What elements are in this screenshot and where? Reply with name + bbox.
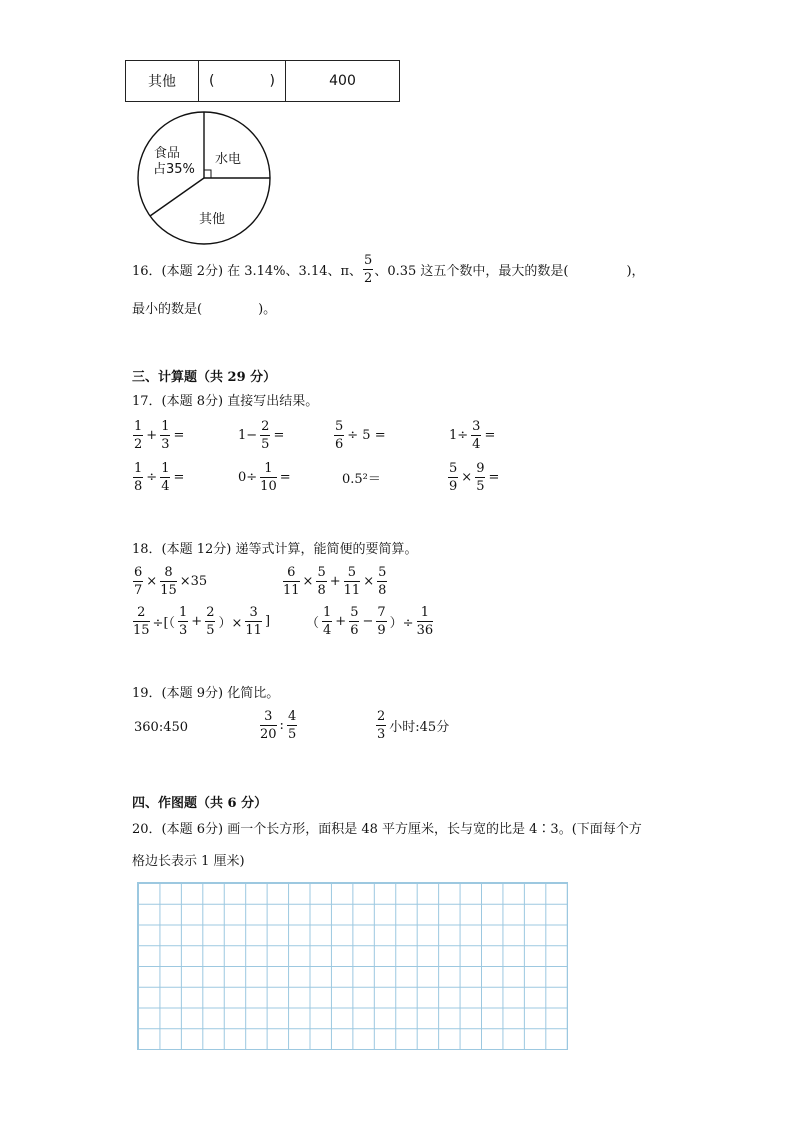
- operator: ）×: [218, 616, 243, 631]
- q16-score: (本题 2分): [161, 264, 224, 279]
- fraction: [260, 462, 277, 493]
- fraction: [376, 710, 386, 741]
- fraction-numerator: 1: [161, 461, 170, 476]
- q16-line2-text: 最小的数是(: [132, 302, 203, 317]
- operator: +: [335, 614, 347, 629]
- fraction-denominator: 6: [350, 623, 359, 638]
- q17-expression: [236, 462, 293, 493]
- operator: +: [329, 574, 341, 589]
- fraction-denominator: 4: [161, 479, 170, 494]
- fraction-numerator: 1: [260, 462, 277, 478]
- operator: 1÷: [449, 428, 469, 443]
- operator: +: [191, 614, 203, 629]
- fraction-denominator: 8: [134, 479, 143, 494]
- q18-expression: [132, 606, 272, 637]
- fraction-denominator: 15: [133, 623, 150, 638]
- q16-close: )，: [626, 264, 645, 279]
- q16-fraction: [363, 254, 373, 285]
- operator: =: [279, 470, 291, 485]
- operator: ×35: [179, 574, 208, 589]
- question-16: [132, 254, 645, 285]
- operator: ÷[（: [152, 616, 176, 631]
- q19-expression: [375, 710, 451, 741]
- operator: 0÷: [238, 470, 258, 485]
- operator: 0.5²＝: [342, 472, 381, 487]
- q18-title: 18．(本题 12分) 递等式计算，能简便的要简算。: [132, 542, 418, 557]
- fraction-denominator: 5: [287, 727, 297, 742]
- right-angle-mark: [204, 170, 211, 178]
- fraction-numerator: 5: [449, 461, 458, 476]
- operator: =: [173, 470, 185, 485]
- operator: 360:450: [134, 720, 189, 735]
- fraction: [260, 420, 270, 451]
- fraction-denominator: 3: [161, 437, 170, 452]
- fraction-numerator: 8: [160, 566, 177, 582]
- fraction: [316, 566, 326, 597]
- q17-expression: [447, 420, 497, 451]
- fraction: [448, 462, 458, 493]
- fraction-numerator: 2: [206, 605, 215, 620]
- table-cell-value: 400: [286, 61, 400, 102]
- fraction: [160, 420, 170, 451]
- pie-label-food-line1: 食品: [154, 146, 181, 161]
- fraction: [160, 462, 170, 493]
- operator: ×: [461, 470, 473, 485]
- fraction-denominator: 4: [472, 437, 481, 452]
- operator: ×: [146, 574, 158, 589]
- fraction-numerator: 7: [377, 605, 386, 620]
- fraction-denominator: 2: [134, 437, 143, 452]
- q17-expression: [132, 420, 186, 451]
- q16-line2: [132, 298, 276, 317]
- drawing-grid[interactable]: [137, 882, 568, 1050]
- fraction-numerator: 3: [472, 419, 481, 434]
- fraction-denominator: 9: [449, 479, 458, 494]
- pie-label-other: 其他: [199, 212, 226, 227]
- fraction: [133, 566, 143, 597]
- q20-line2: 格边长表示 1 厘米): [132, 854, 245, 869]
- fraction: [417, 606, 434, 637]
- fraction-denominator: 8: [378, 583, 387, 598]
- operator: =: [173, 428, 185, 443]
- q17-expression: [447, 462, 501, 493]
- operator: ）÷: [389, 616, 414, 631]
- fraction-numerator: 5: [378, 565, 387, 580]
- fraction: [377, 566, 387, 597]
- operator: =: [273, 428, 285, 443]
- fraction-numerator: 4: [287, 709, 297, 724]
- q16-text-a: 在 3.14%、3.14、π、: [227, 264, 363, 279]
- q17-expression: [236, 420, 286, 451]
- operator: ×: [302, 574, 314, 589]
- fraction: [349, 606, 359, 637]
- q19-expression: [132, 720, 190, 735]
- fraction-numerator: 1: [134, 461, 143, 476]
- pie-label-food: [153, 146, 195, 178]
- fraction: [133, 462, 143, 493]
- operator: =: [488, 470, 500, 485]
- paren-open: (: [209, 73, 215, 89]
- fraction-denominator: 5: [206, 623, 215, 638]
- fraction-denominator: 3: [377, 727, 386, 742]
- pie-label-food-line2: 占35%: [153, 162, 195, 177]
- operator: +: [146, 428, 158, 443]
- table-row: [126, 61, 400, 102]
- q18-expression: [132, 566, 209, 597]
- expense-table: [125, 60, 400, 102]
- operator: ÷: [146, 470, 158, 485]
- q17-expression: [340, 468, 383, 487]
- fraction-numerator: 3: [260, 710, 277, 726]
- q16-line2-close: )。: [258, 302, 277, 317]
- fraction-denominator: 10: [260, 479, 277, 494]
- paren-close: ): [269, 73, 275, 89]
- pie-divider-left: [150, 178, 204, 216]
- fraction-denominator: 7: [134, 583, 143, 598]
- fraction-denominator: 11: [245, 623, 262, 638]
- fraction: [322, 606, 332, 637]
- fraction: [205, 606, 215, 637]
- fraction: [344, 566, 361, 597]
- table-cell-blank: [199, 61, 286, 102]
- fraction: [471, 420, 481, 451]
- fraction: [133, 606, 150, 637]
- fraction-denominator: 5: [476, 479, 485, 494]
- fraction: [287, 710, 297, 741]
- fraction-numerator: 1: [161, 419, 170, 434]
- fraction-numerator: 5: [335, 419, 344, 434]
- fraction: [178, 606, 188, 637]
- operator: ÷ 5 =: [347, 428, 386, 443]
- fraction-denominator: 36: [416, 623, 434, 638]
- operator: 1−: [238, 428, 258, 443]
- fraction-denominator: 11: [343, 583, 361, 598]
- q19-title: 19．(本题 9分) 化简比。: [132, 686, 280, 701]
- fraction-denominator: 2: [364, 271, 373, 286]
- fraction-numerator: 6: [283, 566, 300, 582]
- fraction-denominator: 20: [260, 727, 277, 742]
- fraction-numerator: 2: [133, 606, 150, 622]
- fraction-numerator: 1: [323, 605, 332, 620]
- fraction-denominator: 5: [261, 437, 270, 452]
- q16-text-b: 、0.35 这五个数中，最大的数是(: [374, 264, 569, 279]
- q19-expression: [259, 710, 298, 741]
- operator: −: [362, 614, 374, 629]
- fraction-numerator: 5: [364, 253, 373, 268]
- operator: :: [279, 718, 284, 733]
- fraction: [334, 420, 344, 451]
- fraction-denominator: 8: [317, 583, 326, 598]
- q17-title: 17．(本题 8分) 直接写出结果。: [132, 394, 319, 409]
- q16-number: 16．: [132, 264, 162, 279]
- fraction-denominator: 9: [377, 623, 386, 638]
- table-cell-label: 其他: [126, 61, 199, 102]
- fraction-denominator: 11: [283, 583, 300, 598]
- fraction-numerator: 6: [134, 565, 143, 580]
- fraction-numerator: 1: [417, 606, 434, 622]
- operator: 小时:45分: [389, 720, 450, 735]
- q20-line1: 20．(本题 6分) 画一个长方形，面积是 48 平方厘米，长与宽的比是 4∶3。(下面每个方: [132, 822, 642, 837]
- fraction: [133, 420, 143, 451]
- fraction-numerator: 5: [317, 565, 326, 580]
- operator: ]: [264, 614, 271, 629]
- fraction-numerator: 1: [179, 605, 188, 620]
- q18-expression: [282, 566, 388, 597]
- fraction: [260, 710, 277, 741]
- fraction-numerator: 5: [350, 605, 359, 620]
- fraction-numerator: 3: [245, 606, 262, 622]
- fraction-denominator: 6: [335, 437, 344, 452]
- q17-expression: [333, 420, 388, 451]
- operator: =: [484, 428, 496, 443]
- q17-expression: [132, 462, 186, 493]
- fraction: [475, 462, 485, 493]
- fraction: [283, 566, 300, 597]
- q18-expression: [304, 606, 434, 637]
- fraction-numerator: 1: [134, 419, 143, 434]
- section-title-3: 三、计算题（共 29 分）: [132, 370, 277, 385]
- fraction: [160, 566, 177, 597]
- fraction-denominator: 3: [179, 623, 188, 638]
- operator: ×: [363, 574, 375, 589]
- fraction: [376, 606, 386, 637]
- pie-label-water: 水电: [215, 152, 242, 167]
- pie-chart: [135, 109, 275, 249]
- fraction-numerator: 9: [476, 461, 485, 476]
- section-title-4: 四、作图题（共 6 分）: [132, 796, 268, 811]
- fraction-numerator: 5: [344, 566, 361, 582]
- fraction: [245, 606, 262, 637]
- fraction-denominator: 15: [160, 583, 177, 598]
- fraction-numerator: 2: [261, 419, 270, 434]
- operator: （: [306, 616, 320, 631]
- fraction-numerator: 2: [377, 709, 386, 724]
- fraction-denominator: 4: [323, 623, 332, 638]
